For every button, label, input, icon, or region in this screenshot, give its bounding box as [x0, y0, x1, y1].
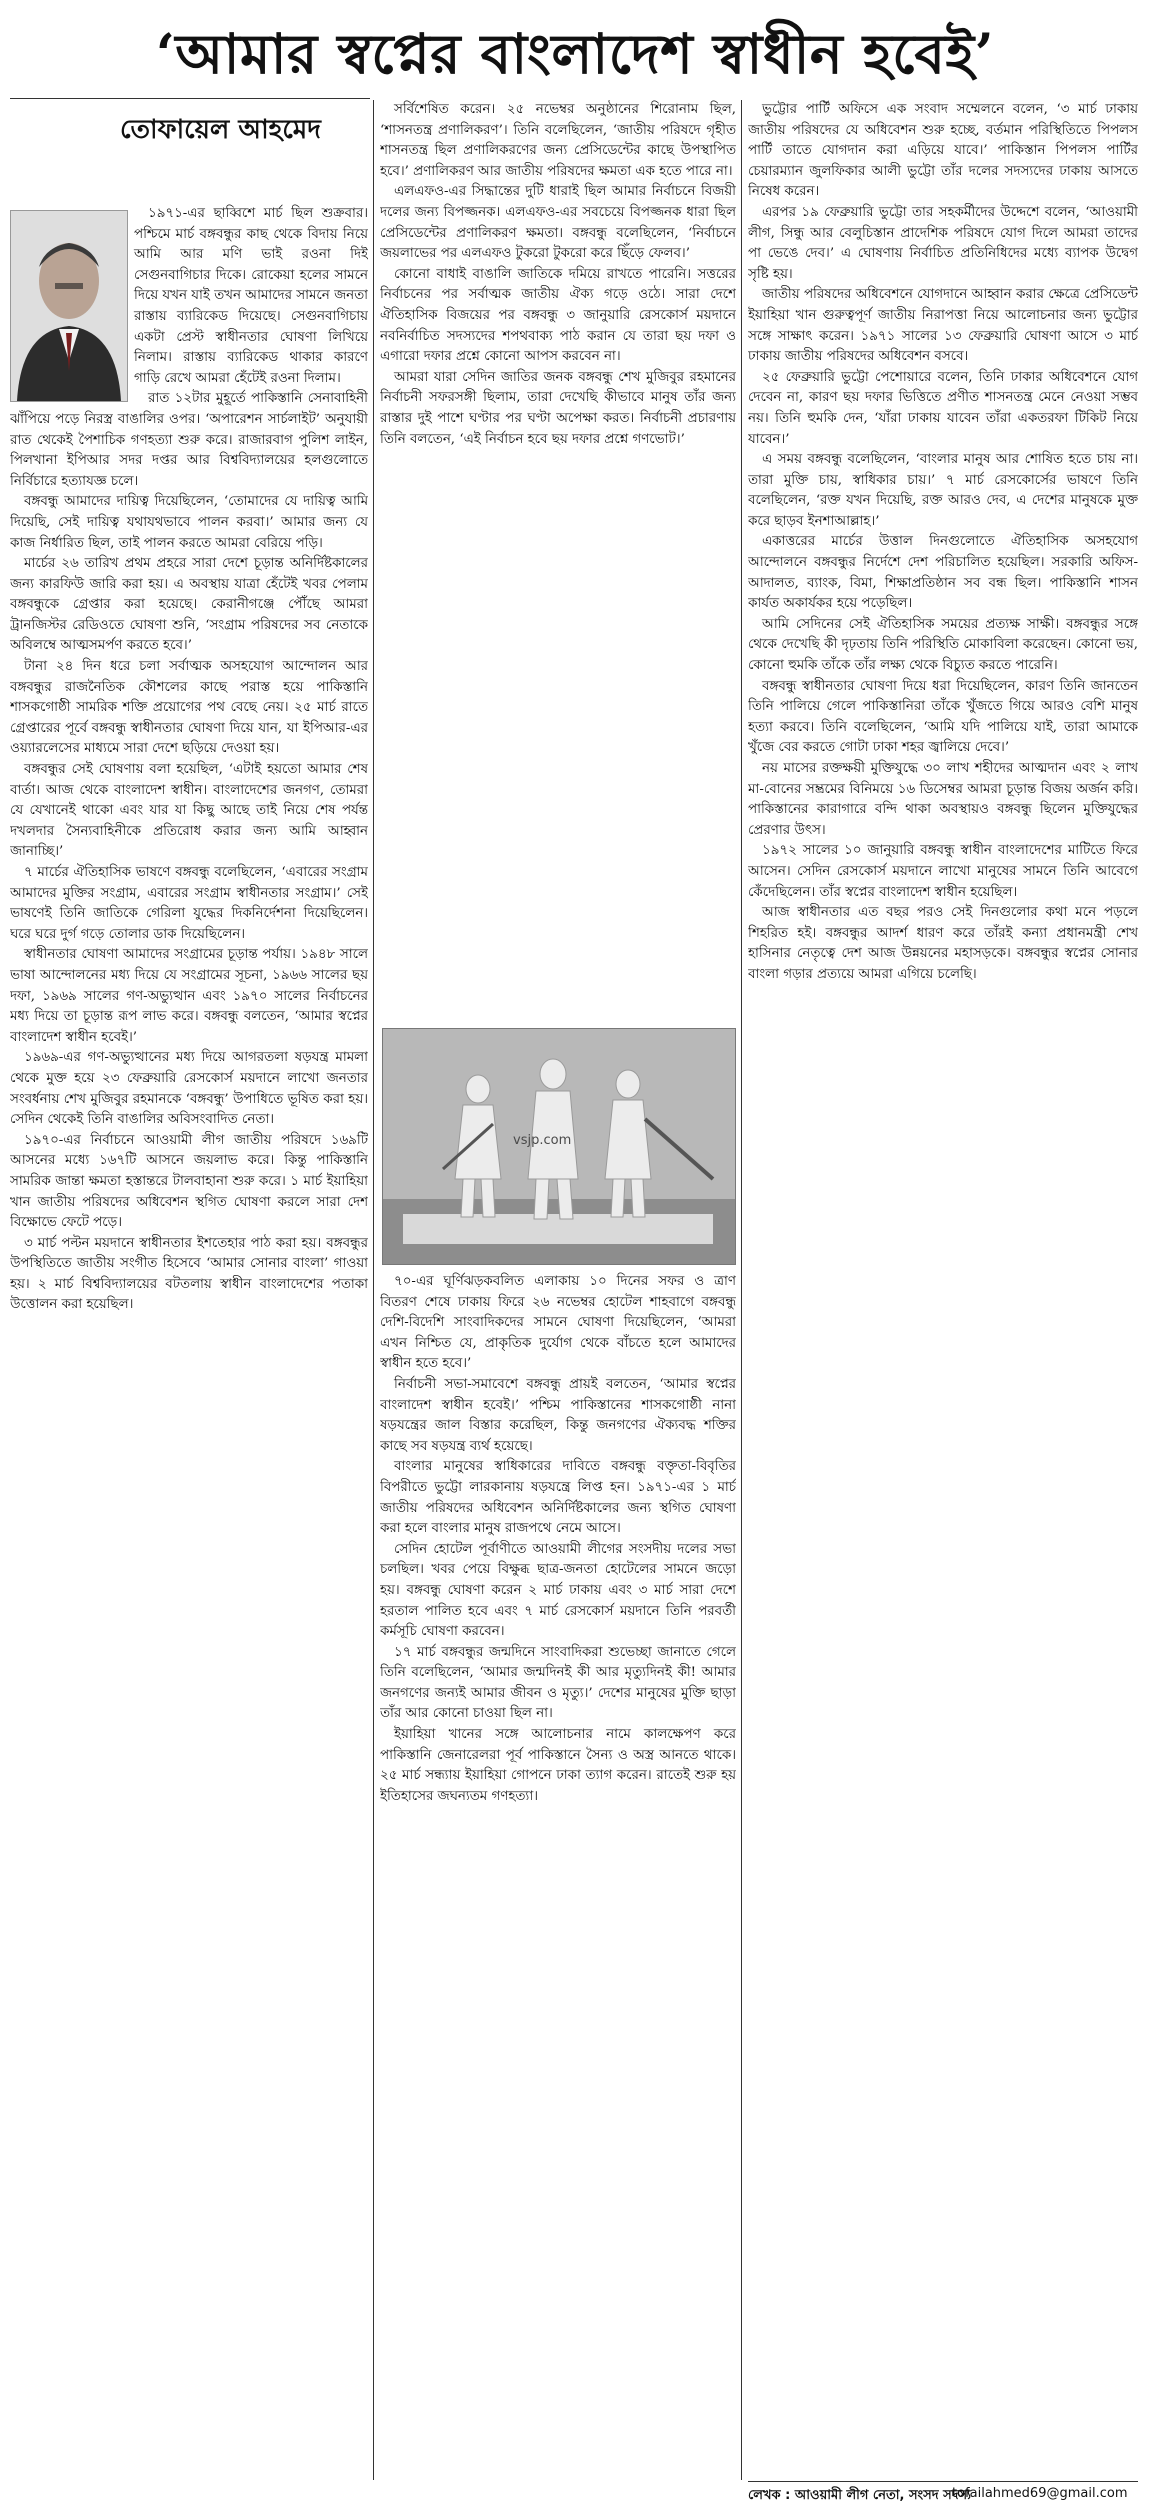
paragraph: ১৭ মার্চ বঙ্গবন্ধুর জন্মদিনে সাংবাদিকরা শুভেচ্ছা জানাতে গেলে তিনি বলেছিলেন, ‘আমার জন্মদিনই কী আর মৃত্যুদিনই কী! আমার জনগণের জন্যই আমার জীবন ও মৃত্যু।’ দেশের মানুষের মুক্তি ছাড়া তাঁর আর কোনো চাওয়া ছিল না।	[380, 1644, 736, 1722]
paragraph: ইয়াহিয়া খানের সঙ্গে আলোচনার নামে কালক্ষেপণ করে পাকিস্তানি জেনারেলরা পূর্ব পাকিস্তানে সৈন্য ও অস্ত্র আনতে থাকে। ২৫ মার্চ সন্ধ্যায় ইয়াহিয়া গোপনে ঢাকা ত্যাগ করেন। রাতেই শুরু হয় ইতিহাসের জঘন্যতম গণহত্যা।	[380, 1727, 736, 1804]
paragraph: বঙ্গবন্ধু আমাদের দায়িত্ব দিয়েছিলেন, ‘তোমাদের যে দায়িত্ব আমি দিয়েছি, সেই দায়িত্ব যথাযথভাবে পালন করবা।’ আমার জন্য যে কাজ নির্ধারিত ছিল, তাই পালন করতে আমরা বেরিয়ে পড়ি।	[10, 494, 368, 551]
article-column-2-lower	[380, 1272, 736, 2480]
sculpture-photo	[382, 1028, 736, 1265]
paragraph: ৭ মার্চের ঐতিহাসিক ভাষণে বঙ্গবন্ধু বলেছিলেন, ‘এবারের সংগ্রাম আমাদের মুক্তির সংগ্রাম, এবারের সংগ্রাম স্বাধীনতার সংগ্রাম।’ সেই ভাষণেই তিনি জাতিকে গেরিলা যুদ্ধের দিকনির্দেশনা দিয়েছিলেন। ঘরে ঘরে দুর্গ গড়ে তোলার ডাক দিয়েছিলেন।	[10, 865, 368, 942]
column-rule-right	[741, 100, 742, 2480]
paragraph: স্বাধীনতার ঘোষণা আমাদের সংগ্রামের চূড়ান্ত পর্যায়। ১৯৪৮ সালে ভাষা আন্দোলনের মধ্য দিয়ে যে সংগ্রামের সূচনা, ১৯৬৬ সালের ছয় দফা, ১৯৬৯ সালের গণ-অভ্যুত্থান এবং ১৯৭০ সালের নির্বাচনের মধ্য দিয়ে তা চূড়ান্ত রূপ লাভ করে। বঙ্গবন্ধু বলতেন, ‘আমার স্বপ্নের বাংলাদেশ স্বাধীন হবেই।’	[10, 947, 368, 1045]
author-email: tofailahmed69@gmail.com	[952, 2486, 1128, 2501]
paragraph: ১৯৭০-এর নির্বাচনে আওয়ামী লীগ জাতীয় পরিষদে ১৬৯টি আসনের মধ্যে ১৬৭টি আসনে জয়লাভ করে। কিন্তু পাকিস্তানি সামরিক জান্তা ক্ষমতা হস্তান্তরে টালবাহানা শুরু করে। ১ মার্চ ইয়াহিয়া খান জাতীয় পরিষদের অধিবেশন স্থগিত ঘোষণা করলে সারা দেশ বিক্ষোভে ফেটে পড়ে।	[10, 1132, 368, 1231]
article-headline: ‘আমার স্বপ্নের বাংলাদেশ স্বাধীন হবেই’	[155, 21, 995, 86]
paragraph: বঙ্গবন্ধুর সেই ঘোষণায় বলা হয়েছিল, ‘এটাই হয়তো আমার শেষ বার্তা। আজ থেকে বাংলাদেশ স্বাধীন। বাংলাদেশের জনগণ, তোমরা যে যেখানেই থাকো এবং যার যা কিছু আছে তাই নিয়ে শেষ পর্যন্ত দখলদার সৈন্যবাহিনীকে প্রতিরোধ করার জন্য আমি আহ্বান জানাচ্ছি।’	[10, 762, 368, 860]
paragraph: ৩ মার্চ পল্টন ময়দানে স্বাধীনতার ইশতেহার পাঠ করা হয়। বঙ্গবন্ধুর উপস্থিতিতে জাতীয় সংগীত হিসেবে ‘আমার সোনার বাংলা’ গাওয়া হয়। ২ মার্চ বিশ্ববিদ্যালয়ের বটতলায় স্বাধীন বাংলাদেশের পতাকা উত্তোলন করা হয়েছিল।	[10, 1235, 368, 1313]
article-column-1	[10, 204, 368, 2479]
paragraph: মার্চের ২৬ তারিখ প্রথম প্রহরে সারা দেশে চূড়ান্ত অনির্দিষ্টকালের জন্য কারফিউ জারি করা হয়। এ অবস্থায় যাত্রা হেঁটেই খবর পেলাম বঙ্গবন্ধুকে গ্রেপ্তার করা হয়েছে। কেরানীগঞ্জে পৌঁছে আমরা ট্রানজিস্টর রেডিওতে ঘোষণা শুনি, ‘সংগ্রাম পরিষদের সব নেতাকে অবিলম্বে আত্মসমর্পণ করতে হবে।’	[10, 556, 368, 654]
paragraph: নির্বাচনী সভা-সমাবেশে বঙ্গবন্ধু প্রায়ই বলতেন, ‘আমার স্বপ্নের বাংলাদেশ স্বাধীন হবেই।’ পশ্চিম পাকিস্তানের শাসকগোষ্ঠী নানা ষড়যন্ত্রের জাল বিস্তার করেছিল, কিন্তু জনগণের ঐক্যবদ্ধ শক্তির কাছে সব ষড়যন্ত্র ব্যর্থ হয়েছে।	[380, 1376, 736, 1454]
paragraph: রাত ১২টার মুহূর্তে পাকিস্তানি সেনাবাহিনী ঝাঁপিয়ে পড়ে নিরস্ত্র বাঙালির ওপর। ‘অপারেশন সার্চলাইট’ অনুযায়ী রাত থেকেই পৈশাচিক গণহত্যা শুরু করে। রাজারবাগ পুলিশ লাইন, পিলখানা ইপিআর সদর দপ্তর আর বিশ্ববিদ্যালয়ের হলগুলোতে নির্বিচারে হত্যাযজ্ঞ চলে।	[10, 391, 368, 489]
paragraph: ১৯৭১-এর ছাব্বিশে মার্চ ছিল শুক্রবার। পশ্চিমে মার্চ বঙ্গবন্ধুর কাছ থেকে বিদায় নিয়ে আমি আর মণি ভাই রওনা দিই সেগুনবাগিচার দিকে। রোকেয়া হলের সামনে দিয়ে যখন যাই তখন আমাদের সামনে জনতা রাস্তায় ব্যারিকেড দিয়েছে। সেগুনবাগিচায় একটা প্রেস্ট স্বাধীনতার ঘোষণা লিখিয়ে নিলাম। রাস্তায় ব্যারিকেড থাকার কারণে গাড়ি রেখে আমরা হেঁটেই রওনা দিলাম।	[134, 206, 368, 386]
paragraph: জাতীয় পরিষদের অধিবেশনে যোগদানে আহ্বান করার ক্ষেত্রে প্রেসিডেন্ট ইয়াহিয়া খান গুরুত্বপূর্ণ জাতীয় নিরাপত্তা নিয়ে আলোচনার জন্য ভুট্টোর সঙ্গে সাক্ষাৎ করেন। ১৯৭১ সালের ১৩ ফেব্রুয়ারি ঘোষণা আসে ৩ মার্চ ঢাকায় জাতীয় পরিষদের অধিবেশন বসবে।	[748, 287, 1138, 365]
paragraph: ১৯৭২ সালের ১০ জানুয়ারি বঙ্গবন্ধু স্বাধীন বাংলাদেশের মাটিতে ফিরে আসেন। সেদিন রেসকোর্স ময়দানে লাখো মানুষের সামনে তিনি আবেগে কেঁদেছিলেন। তাঁর স্বপ্নের বাংলাদেশ স্বাধীন হয়েছিল।	[748, 843, 1138, 900]
paragraph: বঙ্গবন্ধু স্বাধীনতার ঘোষণা দিয়ে ধরা দিয়েছিলেন, কারণ তিনি জানতেন তিনি পালিয়ে গেলে পাকিস্তানিরা তাঁকে খুঁজতে গিয়ে আরও বেশি মানুষ হত্যা করবে। তিনি বলেছিলেন, ‘আমি যদি পালিয়ে যাই, তারা আমাকে খুঁজে বের করতে গোটা ঢাকা শহর জ্বালিয়ে দেবে।’	[748, 678, 1138, 756]
column-rule-left	[373, 100, 374, 2480]
paragraph: এলএফও-এর সিদ্ধান্তের দুটি ধারাই ছিল আমার নির্বাচনে বিজয়ী দলের জন্য বিপজ্জনক। এলএফও-এর সবচেয়ে বিপজ্জনক ধারা ছিল প্রেসিডেন্টের প্রণালিকরণ ক্ষমতা। বঙ্গবন্ধু বলেছিলেন, ‘নির্বাচনে জয়লাভের পর এলএফও টুকরো টুকরো করে ছিঁড়ে ফেলব।’	[380, 184, 736, 262]
paragraph: একাত্তরের মার্চের উত্তাল দিনগুলোতে ঐতিহাসিক অসহযোগ আন্দোলনে বঙ্গবন্ধুর নির্দেশে দেশ পরিচালিত হয়েছিল। সরকারি অফিস-আদালত, ব্যাংক, বিমা, শিক্ষাপ্রতিষ্ঠান সব বন্ধ ছিল। পাকিস্তানি শাসন কার্যত অকার্যকর হয়ে পড়েছিল।	[748, 534, 1138, 612]
portrait-float-spacer	[10, 204, 134, 404]
paragraph: টানা ২৪ দিন ধরে চলা সর্বাত্মক অসহযোগ আন্দোলন আর বঙ্গবন্ধুর রাজনৈতিক কৌশলের কাছে পরাস্ত হয়ে পাকিস্তানি শাসকগোষ্ঠী সামরিক শক্তি প্রয়োগের পথ বেছে নেয়। ২৫ মার্চ রাতে গ্রেপ্তারের পূর্বে বঙ্গবন্ধু স্বাধীনতার ঘোষণা দিয়ে যান, যা ইপিআর-এর ওয়্যারলেসের মাধ্যমে সারা দেশে ছড়িয়ে দেওয়া হয়।	[10, 659, 368, 757]
paragraph: আমি সেদিনের সেই ঐতিহাসিক সময়ের প্রত্যক্ষ সাক্ষী। বঙ্গবন্ধুর সঙ্গে থেকে দেখেছি কী দৃঢ়তায় তিনি পরিস্থিতি মোকাবিলা করেছেন। কোনো ভয়, কোনো হুমকি তাঁকে তাঁর লক্ষ্য থেকে বিচ্যুত করতে পারেনি।	[748, 616, 1138, 674]
paragraph: আজ স্বাধীনতার এত বছর পরও সেই দিনগুলোর কথা মনে পড়লে শিহরিত হই। বঙ্গবন্ধুর আদর্শ ধারণ করে তাঁরই কন্যা প্রধানমন্ত্রী শেখ হাসিনার নেতৃত্বে দেশ আজ উন্নয়নের মহাসড়কে। বঙ্গবন্ধুর স্বপ্নের সোনার বাংলা গড়ার প্রত্যয়ে আমরা এগিয়ে চলেছি।	[748, 905, 1138, 982]
paragraph: ৭০-এর ঘূর্ণিঝড়কবলিত এলাকায় ১০ দিনের সফর ও ত্রাণ বিতরণ শেষে ঢাকায় ফিরে ২৬ নভেম্বর হোটেল শাহবাগে বঙ্গবন্ধু দেশি-বিদেশি সাংবাদিকদের সামনে ঘোষণা দিয়েছিলেন, ‘আমরা এখন নিশ্চিত যে, প্রাকৃতিক দুর্যোগ থেকে বাঁচতে হলে আমাদের স্বাধীন হতে হবে।’	[380, 1274, 736, 1372]
paragraph: সেদিন হোটেল পূর্বাণীতে আওয়ামী লীগের সংসদীয় দলের সভা চলছিল। খবর পেয়ে বিক্ষুব্ধ ছাত্র-জনতা হোটেলের সামনে জড়ো হয়। বঙ্গবন্ধু ঘোষণা করেন ২ মার্চ ঢাকায় এবং ৩ মার্চ সারা দেশে হরতাল পালিত হবে এবং ৭ মার্চ রেসকোর্স ময়দানে তিনি পরবর্তী কর্মসূচি ঘোষণা করবেন।	[380, 1541, 736, 1640]
photo-watermark: vsjp.com	[513, 1133, 572, 1148]
paragraph: ১৯৬৯-এর গণ-অভ্যুত্থানের মধ্য দিয়ে আগরতলা ষড়যন্ত্র মামলা থেকে মুক্ত হয়ে ২৩ ফেব্রুয়ারি রেসকোর্স ময়দানে লাখো জনতার সংবর্ধনায় শেখ মুজিবুর রহমানকে ‘বঙ্গবন্ধু’ উপাধিতে ভূষিত করা হয়। সেদিন থেকেই তিনি বাঙালির অবিসংবাদিত নেতা।	[10, 1050, 368, 1128]
paragraph: কোনো বাধাই বাঙালি জাতিকে দমিয়ে রাখতে পারেনি। সত্তরের নির্বাচনের পর সর্বাত্মক জাতীয় ঐক্য গড়ে ওঠে। সারা দেশে ঐতিহাসিক বিজয়ের পর বঙ্গবন্ধু ৩ জানুয়ারি রেসকোর্স ময়দানে নবনির্বাচিত সদস্যদের শপথবাক্য পাঠ করান যে তারা ছয় দফা ও এগারো দফার প্রশ্নে কোনো আপস করবেন না।	[380, 266, 736, 365]
paragraph: নয় মাসের রক্তক্ষয়ী মুক্তিযুদ্ধে ৩০ লাখ শহীদের আত্মদান এবং ২ লাখ মা-বোনের সম্ভ্রমের বিনিময়ে ১৬ ডিসেম্বর আমরা চূড়ান্ত বিজয় অর্জন করি। পাকিস্তানের কারাগারে বন্দি থাকা অবস্থায়ও বঙ্গবন্ধু ছিলেন মুক্তিযুদ্ধের প্রেরণার উৎস।	[748, 761, 1138, 838]
paragraph: সর্বিশেষিত করেন। ২৫ নভেম্বর অনুষ্ঠানের শিরোনাম ছিল, ‘শাসনতন্ত্র প্রণালিকরণ’। তিনি বলেছিলেন, ‘জাতীয় পরিষদে গৃহীত শাসনতন্ত্র ছিল প্রণালিকরণের জন্য প্রেসিডেন্টের কাছে উপস্থাপিত হবে।’ প্রণালিকরণ আর জাতীয় পরিষদের ক্ষমতা এক হতে পারে না।	[380, 102, 736, 179]
article-column-3	[748, 100, 1138, 2480]
paragraph: আমরা যারা সেদিন জাতির জনক বঙ্গবন্ধু শেখ মুজিবুর রহমানের নির্বাচনী সফরসঙ্গী ছিলাম, তারা দেখেছি কীভাবে মানুষ তাঁর জন্য রাস্তার দুই পাশে ঘণ্টার পর ঘণ্টা অপেক্ষা করত। নির্বাচনী প্রচারণায় তিনি বলতেন, ‘এই নির্বাচন হবে ছয় দফার প্রশ্নে গণভোট।’	[380, 369, 736, 447]
article-column-2	[380, 100, 736, 1020]
headline-rule	[10, 98, 370, 99]
author-byline: তোফায়েল আহমেদ	[120, 115, 321, 145]
paragraph: এরপর ১৯ ফেব্রুয়ারি ভুট্টো তার সহকর্মীদের উদ্দেশে বলেন, ‘আওয়ামী লীগ, সিন্ধু আর বেলুচিস্তান প্রাদেশিক পরিষদে যোগ দিলে আমরা তাদের পা ভেঙে দেব।’ এ ঘোষণায় নির্বাচিত প্রতিনিধিদের মধ্যে ব্যাপক উদ্বেগ সৃষ্টি হয়।	[748, 204, 1138, 282]
footer-rule	[748, 2481, 1138, 2482]
paragraph: ২৫ ফেব্রুয়ারি ভুট্টো পেশোয়ারে বলেন, তিনি ঢাকার অধিবেশনে যোগ দেবেন না, কারণ ছয় দফার ভিত্তিতে প্রণীত শাসনতন্ত্র মেনে নেওয়া সম্ভব নয়। তিনি হুমকি দেন, ‘যাঁরা ঢাকায় যাবেন তাঁরা একতরফা টিকিট নিয়ে যাবেন।’	[748, 369, 1138, 447]
paragraph: এ সময় বঙ্গবন্ধু বলেছিলেন, ‘বাংলার মানুষ আর শোষিত হতে চায় না। তারা মুক্তি চায়, স্বাধিকার চায়।’ ৭ মার্চ রেসকোর্সের ভাষণে তিনি বলেছিলেন, ‘রক্ত যখন দিয়েছি, রক্ত আরও দেব, এ দেশের মানুষকে মুক্ত করে ছাড়ব ইনশাআল্লাহ।’	[748, 452, 1138, 529]
paragraph: ভুট্টোর পার্টি অফিসে এক সংবাদ সম্মেলনে বলেন, ‘৩ মার্চ ঢাকায় জাতীয় পরিষদের যে অধিবেশন শুরু হচ্ছে, বর্তমান পরিস্থিতিতে পিপলস পার্টি তাতে যোগদান করা এড়িয়ে যাবে।’ পাকিস্তান পিপলস পার্টির চেয়ারম্যান জুলফিকার আলী ভুট্টো তাঁর দলের সদস্যদের ঢাকায় আসতে নিষেধ করেন।	[748, 102, 1138, 200]
author-note: লেখক : আওয়ামী লীগ নেতা, সংসদ সদস্য	[748, 2488, 971, 2503]
paragraph: বাংলার মানুষের স্বাধিকারের দাবিতে বঙ্গবন্ধু বক্তৃতা-বিবৃতির বিপরীতে ভুট্টো লারকানায় ষড়যন্ত্রে লিপ্ত হন। ১৯৭১-এর ১ মার্চ জাতীয় পরিষদের অধিবেশন অনির্দিষ্টকালের জন্য স্থগিত ঘোষণা করা হলে বাংলার মানুষ রাজপথে নেমে আসে।	[380, 1459, 736, 1537]
